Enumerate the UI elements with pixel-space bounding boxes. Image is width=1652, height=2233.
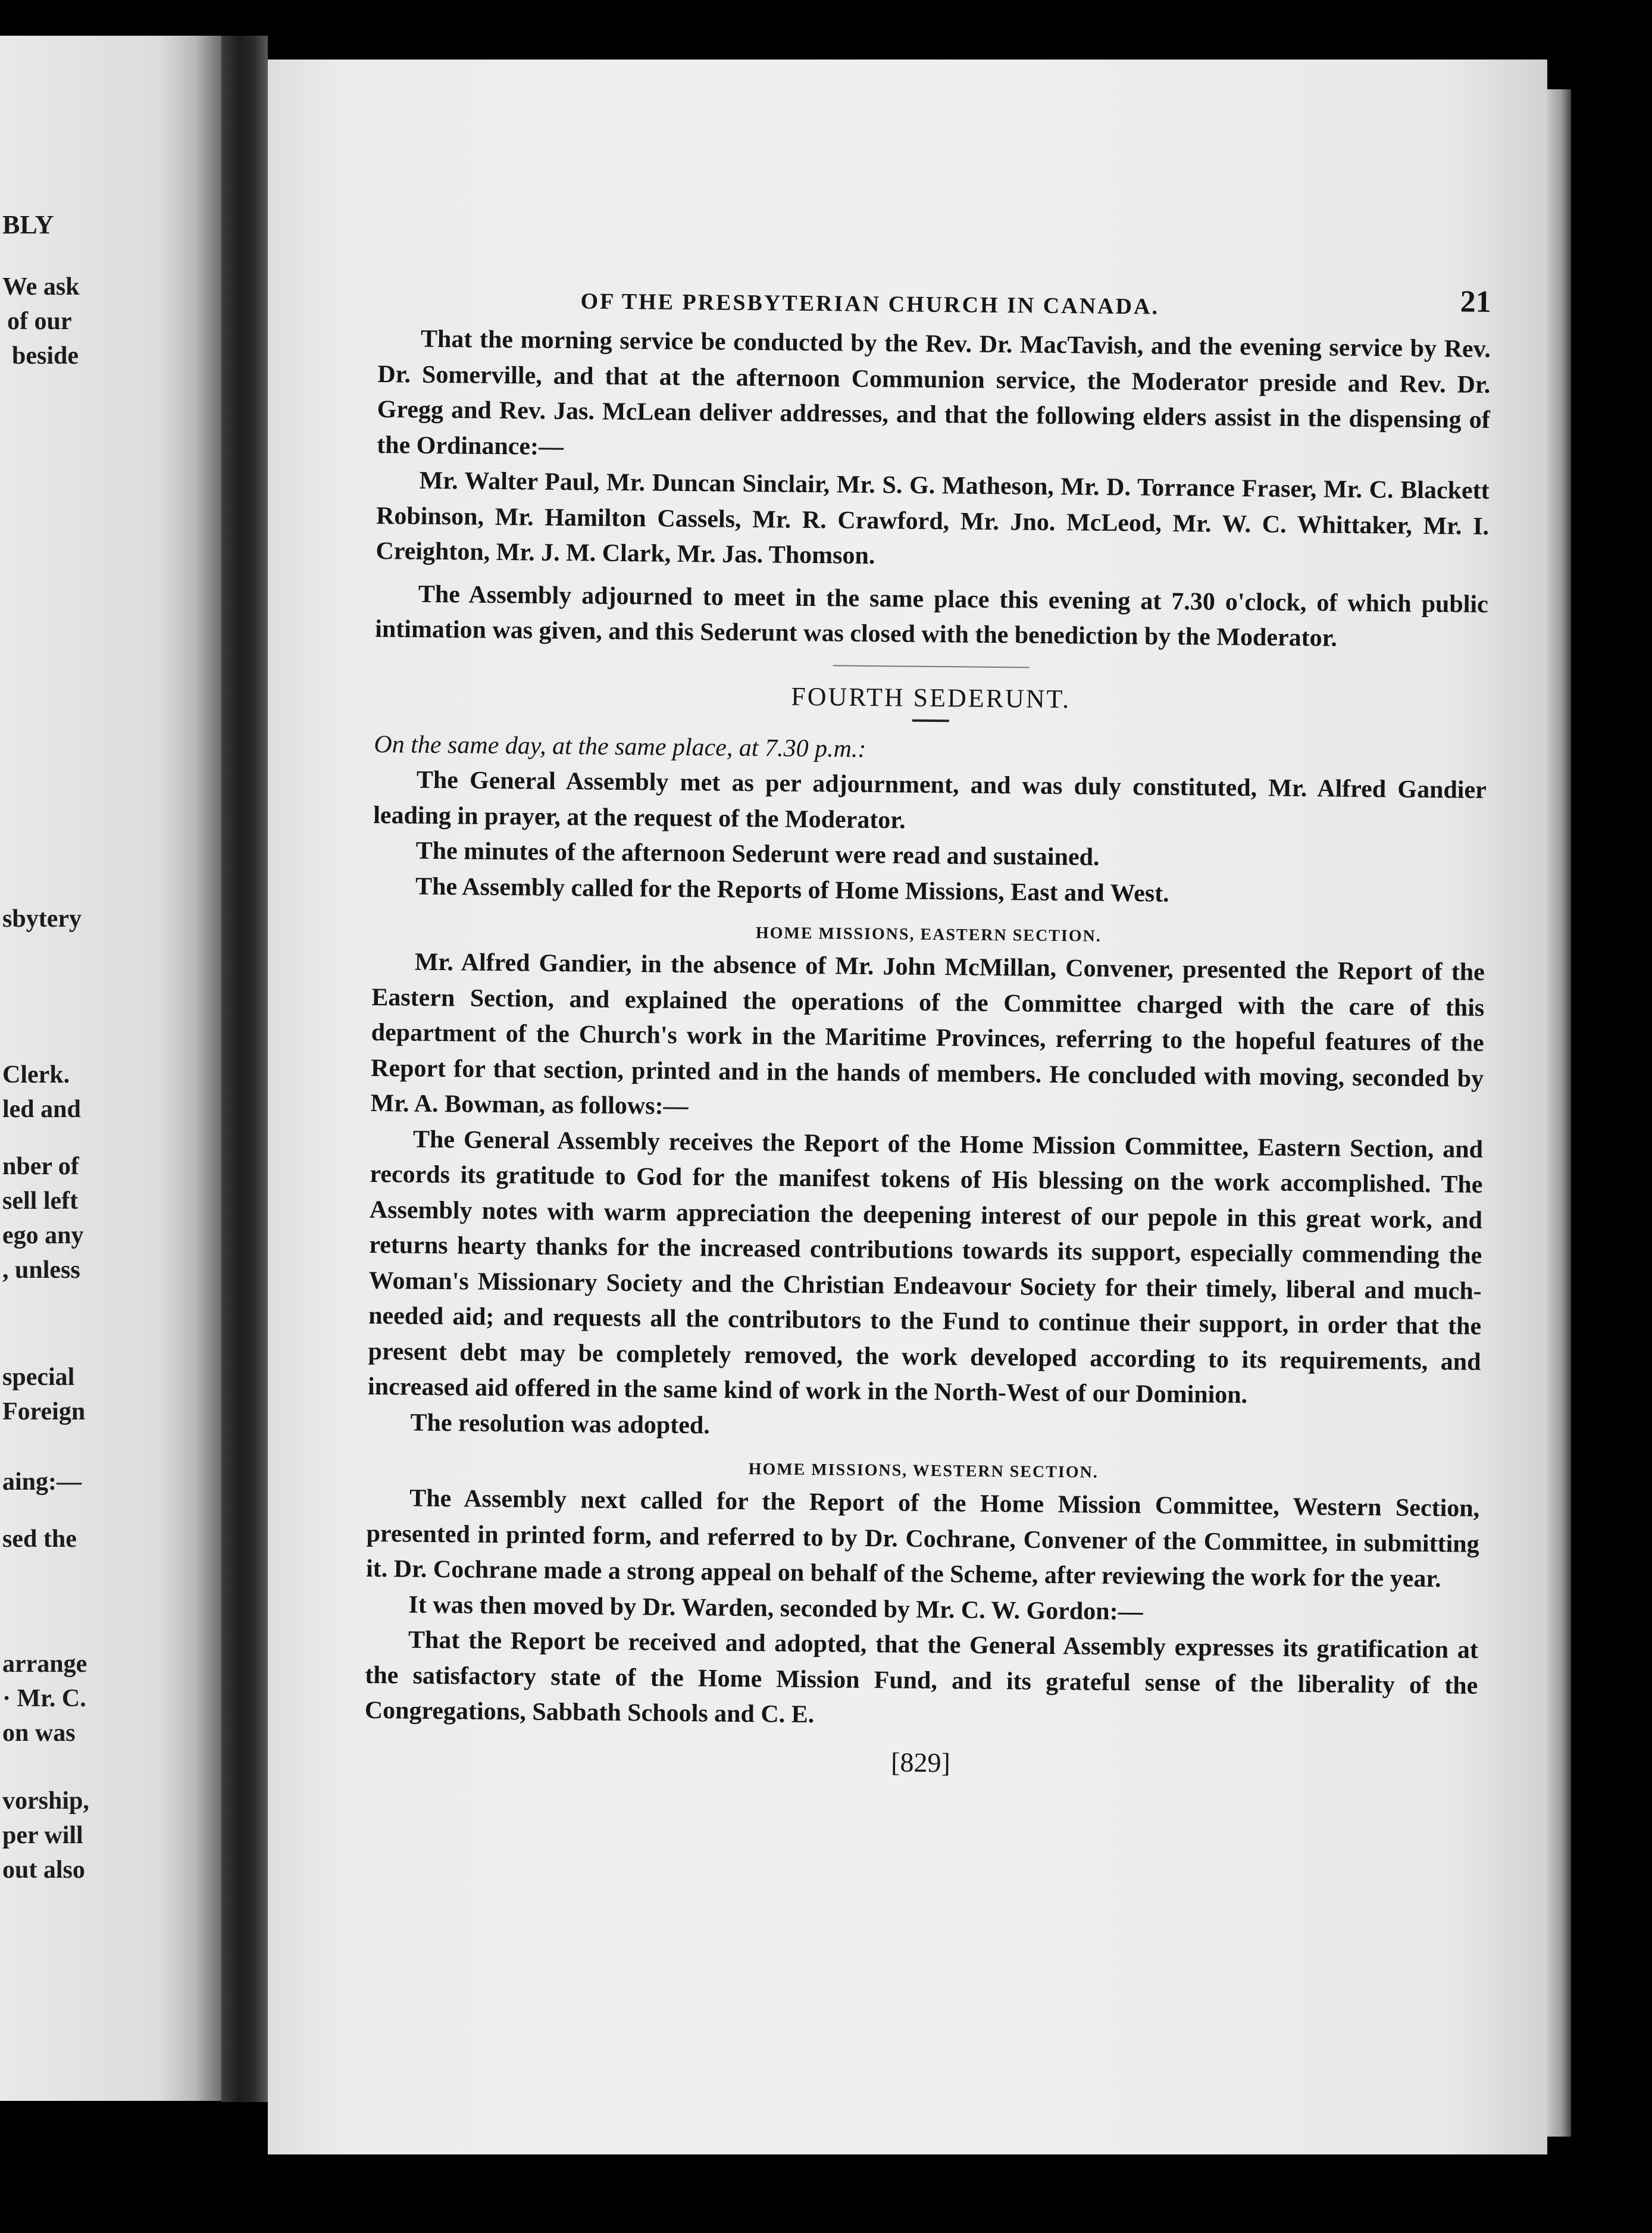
folio-number: [829] xyxy=(890,1746,951,1778)
left-page-line: · Mr. C. xyxy=(2,1685,86,1712)
left-page-line: led and xyxy=(2,1096,81,1123)
section-heading-fourth-sederunt: FOURTH SEDERUNT. xyxy=(791,681,1071,714)
left-page-line: per will xyxy=(2,1822,83,1849)
left-page-line: sell left xyxy=(2,1187,79,1215)
page-number: 21 xyxy=(1460,284,1491,319)
left-page-line: Foreign xyxy=(2,1398,86,1425)
left-page-line: out also xyxy=(2,1856,85,1884)
left-page-line: aing:— xyxy=(2,1468,82,1496)
left-page-line: arrange xyxy=(2,1650,87,1678)
page-edge-shadow xyxy=(1547,89,1571,2137)
left-page-line: sbytery xyxy=(2,905,82,933)
left-page-line: ego any xyxy=(2,1222,84,1249)
left-page-line: beside xyxy=(12,342,79,370)
heading-rule xyxy=(912,719,949,722)
left-page-line: vorship, xyxy=(2,1787,89,1815)
section-divider xyxy=(833,665,1030,668)
left-page-line: on was xyxy=(2,1719,76,1747)
left-page-line: Clerk. xyxy=(2,1061,70,1089)
left-page-line: of our xyxy=(7,308,72,335)
book-gutter xyxy=(221,36,268,2102)
paragraph-western-report: The Assembly next called for the Report of the Home Mission Committee, Western Section, presented in printed form, and referred to by Dr. Cochrane, Convener of the Committee, in submitting it. Dr. Cochrane made a strong appeal on behalf of the Scheme, after reviewing the work for the year. xyxy=(365,1484,1480,1593)
subheading-western-section: HOME MISSIONS, WESTERN SECTION. xyxy=(748,1460,1099,1482)
paragraph-adjournment: The Assembly adjourned to meet in the same place this evening at 7.30 o'clock, of which public intimation was given, and this Sederunt was closed with the benediction by the Moderator. xyxy=(375,580,1488,652)
left-page-line: nber of xyxy=(2,1153,79,1180)
running-head: OF THE PRESBYTERIAN CHURCH IN CANADA. xyxy=(580,289,1160,320)
left-running-head: BLY xyxy=(2,210,54,239)
subheading-eastern-section: HOME MISSIONS, EASTERN SECTION. xyxy=(755,924,1102,946)
text-block xyxy=(364,274,1491,1785)
paragraph-western-resolution: That the Report be received and adopted, that the General Assembly expresses its gratification at the satisfactory state of the Home Mission Fund, and its grateful sense of the liberality of the Congregations, Sabbath Schools and C. E. xyxy=(364,1626,1479,1729)
left-page-line: special xyxy=(2,1363,75,1391)
left-page-fragment xyxy=(0,36,221,2101)
sederunt-date-caption: On the same day, at the same place, at 7.30 p.m.: xyxy=(374,730,866,763)
paragraph-constitution: The General Assembly met as per adjournment, and was duly constituted, Mr. Alfred Gandier leading in prayer, at the request of the Moderator. xyxy=(373,766,1487,834)
paragraph-minutes: The minutes of the afternoon Sederunt were read and sustained. xyxy=(415,837,1100,871)
left-page-line: sed the xyxy=(2,1525,77,1553)
paragraph-motion: It was then moved by Dr. Warden, seconded by Mr. C. W. Gordon:— xyxy=(408,1591,1143,1625)
left-page-line: We ask xyxy=(2,273,80,301)
main-page xyxy=(268,60,1547,2154)
paragraph-elders-list: Mr. Walter Paul, Mr. Duncan Sinclair, Mr. S. G. Matheson, Mr. D. Torrance Fraser, Mr. C. Blackett Robinson, Mr. Hamilton Cassels, Mr. R. Crawford, Mr. Jno. McLeod, Mr. W. C. Whittaker, Mr. I. Creighton, Mr. J. M. Clark, Mr. Jas. Thomson. xyxy=(376,467,1490,570)
left-page-line: , unless xyxy=(2,1256,80,1284)
paragraph-service-arrangements: That the morning service be conducted by the Rev. Dr. MacTavish, and the evening service by Rev. Dr. Somerville, and that at the afternoon Communion service, the Moderator preside and Rev. Dr. Gregg and Rev. Jas. McLean deliver addresses, and that the following elders assist in the dispensing of the Ordinance:— xyxy=(377,325,1491,461)
paragraph-eastern-report: Mr. Alfred Gandier, in the absence of Mr. John McMillan, Convener, presented the Report of the Eastern Section, and explained the operations of the Committee charged with the care of this department of the Church's work in the Maritime Provinces, referring to the hopeful features of the Report for that section, printed and in the hands of members. He concluded with moving, seconded by Mr. A. Bowman, as follows:— xyxy=(370,948,1485,1121)
paragraph-eastern-resolution: The General Assembly receives the Report of the Home Mission Committee, Eastern Section, and records its gratitude to God for the manifest tokens of His blessing on the work accomplished. The Assembly notes with warm appreciation the deepening interest of our pepole in this great work, and returns hearty thanks for the increased contributions towards its support, especially commending the Woman's Missionary Society and the Christian Endeavour Society for their timely, liberal and much-needed aid; and requests all the contributors to the Fund to continue their support, in order that the present debt may be completely removed, the work developed according to its requirements, and increased aid offered in the same kind of work in the North-West of our Dominion. xyxy=(367,1125,1484,1409)
paragraph-resolution-adopted: The resolution was adopted. xyxy=(410,1409,710,1439)
paragraph-reports-called: The Assembly called for the Reports of Home Missions, East and West. xyxy=(415,872,1169,908)
